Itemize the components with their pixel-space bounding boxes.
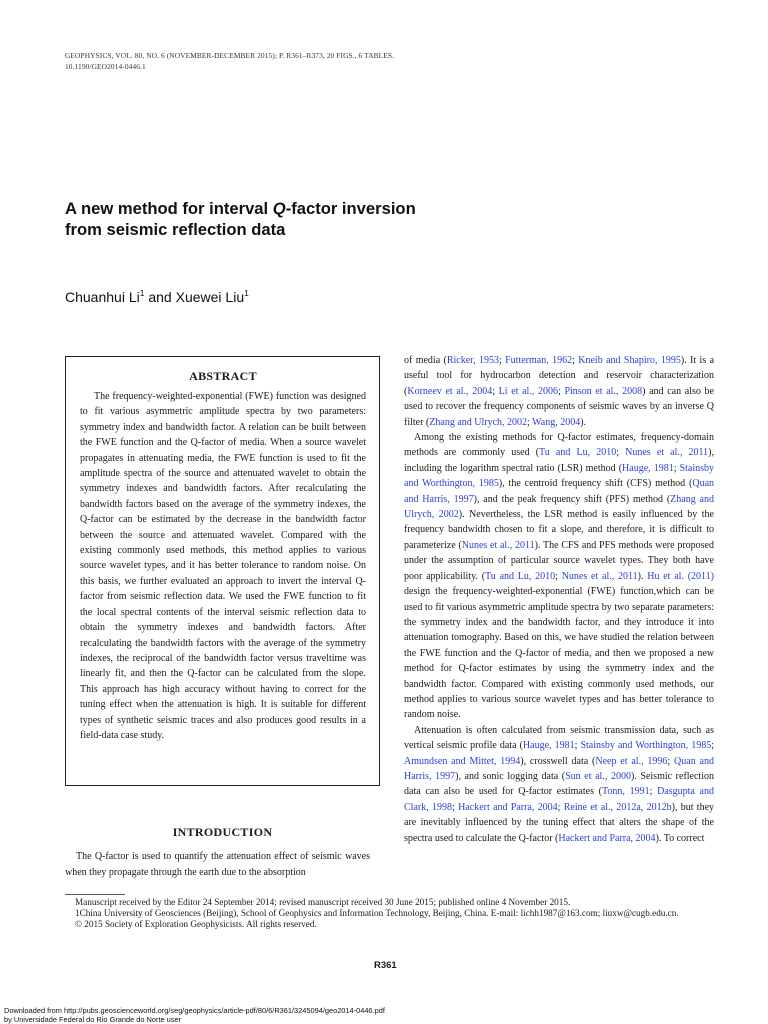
citation-link[interactable]: Tonn, 1991 — [602, 786, 650, 798]
affiliation-marker: 1 — [244, 288, 249, 298]
body-text: ), and sonic logging data ( — [455, 770, 566, 782]
author-list — [65, 289, 249, 305]
citation-link[interactable]: Nunes et al., 2011 — [625, 447, 709, 459]
abstract-heading: ABSTRACT — [189, 369, 257, 383]
body-text: ). Nevertheless, the LSR method is easily influenced by the frequency bandwidth chosen to fit a slope, and therefore, it is difficult to parameterize ( — [404, 509, 714, 551]
body-text: ; — [711, 740, 714, 752]
paragraph — [404, 353, 714, 430]
manuscript-dates: Manuscript received by the Editor 24 September 2014; revised manuscript received 30 June 2015; published online 4 November 2015. — [75, 897, 571, 907]
body-text: ), the centroid frequency shift (CFS) method ( — [498, 478, 693, 490]
citation-link[interactable]: Li et al., 2006 — [498, 385, 558, 397]
body-text: ). The CFS and PFS methods were proposed under the assumption of particular source wavelet types. They both have poor applicability. ( — [404, 539, 714, 582]
body-text: ; — [492, 385, 499, 397]
article-title — [65, 198, 485, 240]
author-name: Xuewei Liu — [175, 289, 245, 305]
abstract-box — [65, 356, 380, 786]
body-text: ; — [616, 447, 626, 459]
author-affiliation: 1China University of Geosciences (Beijing), School of Geophysics and Information Technology, Beijing, China. E-mail: lichh1987@163.com; liuxw@cugb.edu.cn. — [75, 908, 679, 918]
title-part1: A new method for interval — [65, 199, 273, 218]
paragraph — [404, 430, 714, 723]
body-text: ; — [574, 740, 581, 752]
footnotes — [65, 897, 715, 930]
body-text: ), crosswell data ( — [520, 755, 596, 767]
body-text: ), including the logarithm spectral ratio (LSR) method ( — [404, 447, 714, 474]
abstract-text: The frequency-weighted-exponential (FWE) function was designed to fit various asymmetric amplitude spectra by two parameters: symmetry index and bandwidth factor. A relation can be built between the FWE function and the Q-factor of media. When a source wavelet propagates in attenuating media, the FWE function is used to fit the amplitude spectra of the source and attenuated wavelet to obtain the symmetry indexes and bandwidth factors. After recalculating the bandwidth factors based on the average of the symmetry indexes, the Q-factor can be estimated by the decrease in the bandwidth factor between the source and attenuated wavelet. Compared with the existing commonly used methods, this method applies to various source wavelet types, and it has better tolerance to random noise. On this basis, we further evaluated an approach to invert the interval Q-factor from seismic reflection data. We used the FWE function to fit the local spectral contents of the interval seismic reflection data to obtain the symmetry indexes and bandwidth factors. After recalculating the bandwidth factors with the average of the symmetry indexes, the reciprocal of the bandwidth factor versus traveltime was linearly fit, and then the Q-factor can be calculated from the slope. This approach has high accuracy without having to correct for the tuning effect when the attenuation is high. It is suitable for different types of synthetic seismic traces and also produces good results in a field-data case study. — [80, 391, 366, 741]
citation-link[interactable]: Nunes et al., 2011 — [561, 570, 638, 582]
body-text: ; — [572, 355, 579, 366]
journal-citation: GEOPHYSICS, VOL. 80, NO. 6 (NOVEMBER-DECEMBER 2015); P. R361–R373, 20 FIGS., 6 TABLES. — [65, 51, 395, 60]
body-text: ), but they are inevitably influenced by the tuning effect that alters the shape of the spectra used to calculate the Q-factor ( — [404, 801, 715, 844]
citation-link[interactable]: Hu et al. (2011) — [647, 570, 714, 582]
citation-link[interactable]: Dasgupta and Clark, 1998 — [404, 786, 714, 813]
title-line2: from seismic reflection data — [65, 220, 286, 239]
body-text: of media ( — [404, 355, 447, 366]
citation-link[interactable]: Zhang and Ulrych, 2002 — [404, 493, 714, 521]
citation-link[interactable]: Hackert and Parra, 2004 — [558, 832, 656, 844]
citation-link[interactable]: Ricker, 1953 — [446, 355, 499, 366]
body-text: ; — [667, 755, 675, 767]
citation-link[interactable]: Sun et al., 2000 — [565, 770, 631, 782]
citation-link[interactable]: Hauge, 1981 — [522, 740, 575, 752]
citation-link[interactable]: Quan and Harris, 1997 — [404, 478, 715, 505]
footnote-rule — [65, 894, 125, 895]
body-text: ; — [558, 385, 565, 397]
author-conjunction: and — [144, 289, 176, 305]
body-text: ; — [498, 355, 506, 366]
citation-link[interactable]: Tu and Lu, 2010 — [485, 570, 556, 582]
body-text: Attenuation is often calculated from seismic transmission data, such as vertical seismic profile data ( — [404, 724, 714, 752]
paragraph — [404, 723, 714, 846]
citation-link[interactable]: Zhang and Ulrych, 2002 — [429, 416, 528, 428]
citation-link[interactable]: Neep et al., 1996 — [595, 755, 668, 767]
citation-link[interactable]: Nunes et al., 2011 — [461, 539, 535, 551]
body-text: ). Seismic reflection data can also be used for Q-factor estimates ( — [404, 770, 714, 798]
body-text: ; — [673, 462, 680, 474]
citation-link[interactable]: Tu and Lu, 2010 — [539, 447, 617, 459]
body-text: ; — [557, 801, 564, 813]
body-text: ; — [527, 416, 533, 428]
citation-link[interactable]: Stainsby and Worthington, 1985 — [580, 740, 712, 752]
citation-link[interactable]: Reine et al., 2012a, 2012b — [563, 801, 672, 813]
introduction-heading: INTRODUCTION — [172, 825, 273, 839]
body-text: ), and the peak frequency shift (PFS) method ( — [473, 493, 671, 505]
body-text: Among the existing methods for Q-factor estimates, frequency-domain methods are commonly used ( — [404, 432, 714, 459]
citation-link[interactable]: Wang, 2004 — [532, 416, 581, 428]
page-number: R361 — [374, 960, 397, 971]
body-text: ; — [649, 786, 658, 798]
journal-header — [65, 50, 394, 72]
body-text: ; — [452, 801, 459, 813]
body-text: ; — [555, 570, 562, 582]
citation-link[interactable]: Hauge, 1981 — [622, 462, 674, 474]
body-text: ). — [580, 416, 587, 428]
citation-link[interactable]: Stainsby and Worthington, 1985 — [404, 462, 714, 490]
body-text: ) and can also be used to recover the frequency components of seismic waves by an inverse Q filter ( — [404, 385, 714, 428]
doi: 10.1190/GEO2014-0446.1 — [65, 62, 146, 71]
citation-link[interactable]: Hackert and Parra, 2004 — [458, 801, 558, 813]
citation-link[interactable]: Futterman, 1962 — [505, 355, 573, 366]
body-text: ). To correct — [655, 832, 705, 844]
right-column — [404, 353, 714, 846]
citation-link[interactable]: Quan and Harris, 1997 — [404, 755, 714, 782]
citation-link[interactable]: Kneib and Shapiro, 1995 — [578, 355, 681, 366]
citation-link[interactable]: Pinson et al., 2008 — [564, 385, 643, 397]
download-notice — [4, 1006, 764, 1024]
download-user: by Universidade Federal do Rio Grande do Norte user — [4, 1015, 182, 1024]
author-name: Chuanhui Li — [65, 289, 140, 305]
citation-link[interactable]: Korneev et al., 2004 — [407, 385, 493, 397]
introduction-text: The Q-factor is used to quantify the attenuation effect of seismic waves when they propagate through the earth due to the absorption — [65, 851, 370, 878]
body-text: design the frequency-weighted-exponential (FWE) function,which can be used to fit various asymmetric amplitude spectra by two separate parameters: the symmetry index and the bandwidth factor, and they introduce it into attenuation tomography. Based on this, we have studied the relation between the FWE function and the Q-factor of media, and then we proposed a new method for Q-factor estimates by using the symmetry index and the bandwidth factor. Compared with existing commonly used methods, our method applies to various source wavelet types and has better tolerance to random noise. — [404, 586, 714, 721]
copyright-notice: © 2015 Society of Exploration Geophysicists. All rights reserved. — [75, 919, 317, 929]
body-text: ). It is a useful tool for hydrocarbon detection and reservoir characterization ( — [404, 355, 715, 397]
citation-link[interactable]: Amundsen and Mittet, 1994 — [404, 755, 521, 767]
title-part2: -factor inversion — [285, 199, 416, 218]
affiliation-marker: 1 — [139, 288, 145, 298]
body-text: ). — [637, 570, 648, 582]
title-q: Q — [272, 199, 286, 218]
download-source: Downloaded from http://pubs.geoscienceworld.org/seg/geophysics/article-pdf/80/6/R361/3245094/geo2014-0446.pdf — [4, 1006, 385, 1015]
